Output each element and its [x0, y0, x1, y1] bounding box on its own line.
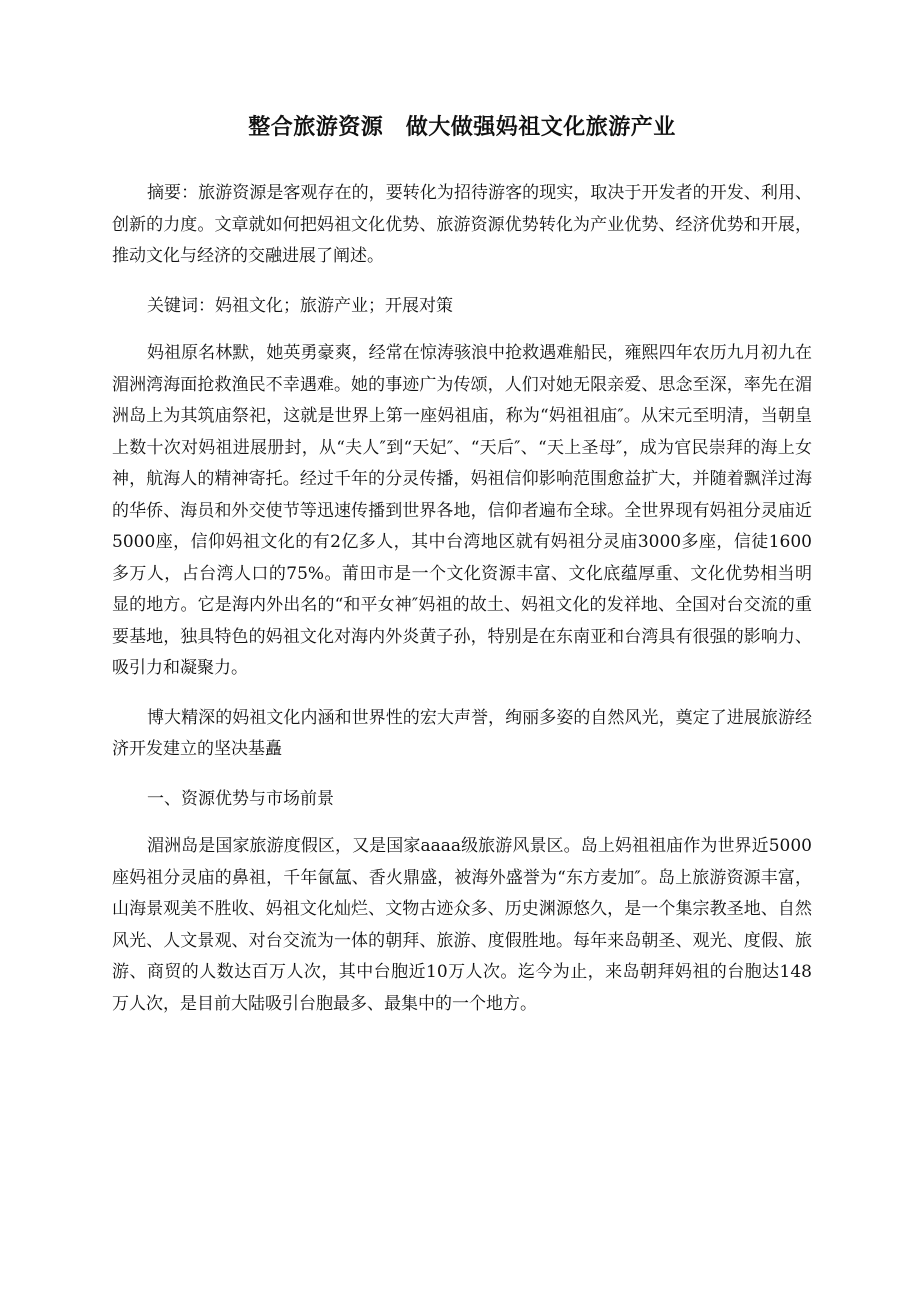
body-paragraph-foundation: 博大精深的妈祖文化内涵和世界性的宏大声誉，绚丽多姿的自然风光，奠定了进展旅游经济开发建立的坚决基矗: [112, 707, 812, 759]
body-paragraph-meizhou-island: 湄洲岛是国家旅游度假区，又是国家aaaa级旅游风景区。岛上妈祖祖庙作为世界近5000座妈祖分灵庙的鼻祖，千年氤氲、香火鼎盛，被海外盛誉为“东方麦加″。岛上旅游资源丰富，山海景观美不胜收、妈祖文化灿烂、文物古迹众多、历史渊源悠久，是一个集宗教圣地、自然风光、人文景观、对台交流为一体的朝拜、旅游、度假胜地。每年来岛朝圣、观光、度假、旅游、商贸的人数达百万人次，其中台胞近10万人次。迄今为止，来岛朝拜妈祖的台胞达148万人次，是目前大陆吸引台胞最多、最集中的一个地方。: [112, 836, 812, 1014]
keywords-paragraph: 关键词：妈祖文化；旅游产业；开展对策: [147, 295, 453, 316]
document-page: [112, 112, 812, 1038]
document-title: 整合旅游资源 做大做强妈祖文化旅游产业: [248, 115, 676, 140]
section-heading-resources: 一、资源优势与市场前景: [147, 788, 334, 809]
body-paragraph-mazu-history: 妈祖原名林默，她英勇豪爽，经常在惊涛骇浪中抢救遇难船民，雍熙四年农历九月初九在湄洲湾海面抢救渔民不幸遇难。她的事迹广为传颂，人们对她无限亲爱、思念至深，率先在湄洲岛上为其筑庙祭祀，这就是世界上第一座妈祖庙，称为“妈祖祖庙″。从宋元至明清，当朝皇上数十次对妈祖进展册封，从“夫人″到“天妃″、“天后″、“天上圣母″，成为官民崇拜的海上女神，航海人的精神寄托。经过千年的分灵传播，妈祖信仰影响范围愈益扩大，并随着飘洋过海的华侨、海员和外交使节等迅速传播到世界各地，信仰者遍布全球。全世界现有妈祖分灵庙近5000座，信仰妈祖文化的有2亿多人，其中台湾地区就有妈祖分灵庙3000多座，信徒1600多万人，占台湾人口的75%。莆田市是一个文化资源丰富、文化底蕴厚重、文化优势相当明显的地方。它是海内外出名的“和平女神″妈祖的故土、妈祖文化的发祥地、全国对台交流的重要基地，独具特色的妈祖文化对海内外炎黄子孙，特别是在东南亚和台湾具有很强的影响力、吸引力和凝聚力。: [112, 343, 812, 678]
abstract-paragraph: 摘要：旅游资源是客观存在的，要转化为招待游客的现实，取决于开发者的开发、利用、创新的力度。文章就如何把妈祖文化优势、旅游资源优势转化为产业优势、经济优势和开展，推动文化与经济的交融进展了阐述。: [112, 183, 812, 266]
